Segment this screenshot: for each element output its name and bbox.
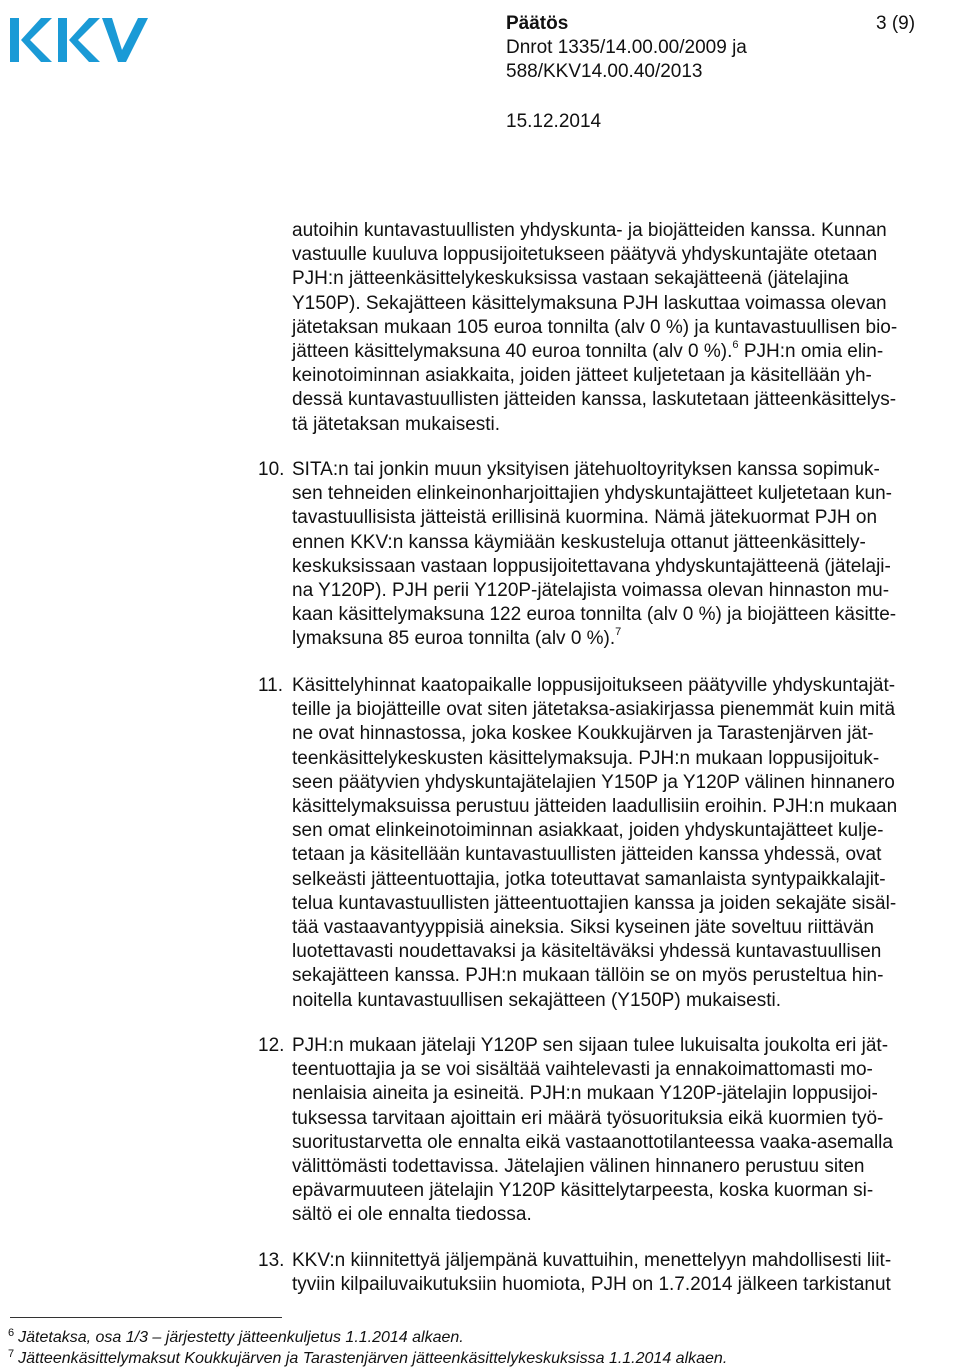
paragraph-13 [292, 1249, 958, 1297]
paragraph-11 [292, 674, 958, 1013]
reference-line-2: 588/KKV14.00.40/2013 [506, 61, 703, 82]
text-line: tä jätetaksan mukaisesti. [292, 413, 501, 435]
footnote-mark: 7 [8, 1348, 15, 1360]
text-fragment: PJH:n omia elin- [743, 341, 884, 363]
footnote-text: Jätetaksa, osa 1/3 – järjestetty jätteenkuljetus 1.1.2014 alkaen. [18, 1329, 464, 1346]
text-line: tuksessa tarvitaan ajoittain eri määrä työsuorituksia eikä kuormien työ- [292, 1107, 884, 1129]
text-line: teenkäsittelykeskusten käsittelymaksuja. PJH:n mukaan loppusijoituk- [292, 747, 880, 769]
footnote-ref-6: 6 [732, 338, 739, 351]
paragraph-12 [292, 1034, 958, 1228]
text-line: keinotoiminnan asiakkaita, joiden jätteet kuljetetaan ja käsitellään yh- [292, 365, 872, 387]
text-line: käsittelymaksuissa perustuu jätteiden laadullisiin eroihin. PJH:n mukaan [292, 796, 898, 818]
text-line: na Y120P). PJH perii Y120P-jätelajista voimassa olevan hinnaston mu- [292, 580, 890, 602]
document-date: 15.12.2014 [506, 111, 602, 132]
paragraph-continuation [292, 219, 958, 437]
text-line: Käsittelyhinnat kaatopaikalle loppusijoitukseen päätyville yhdyskuntajät- [292, 675, 896, 696]
footnote-mark: 6 [8, 1327, 15, 1339]
text-line: autoihin kuntavastuullisten yhdyskunta- ja biojätteiden kanssa. Kunnan [292, 220, 887, 241]
paragraph-10 [292, 458, 958, 652]
kkv-logo [8, 10, 148, 66]
text-line: sen omat elinkeinotoiminnan asiakkaat, joiden yhdyskuntajätteet kulje- [292, 820, 884, 842]
text-line: telua kuntavastuullisten jätteentuottajien kanssa ja joiden sekajäte sisäl- [292, 892, 897, 914]
footnote-7 [8, 1349, 727, 1370]
text-line: sekajätteen kanssa. PJH:n mukaan tällöin se on myös perusteltua hin- [292, 965, 884, 987]
text-line: PJH:n jätteenkäsittelykeskuksissa vastaan sekajätteenä (jätelajina [292, 268, 849, 290]
text-line: teille ja biojätteille ovat siten jätetaksa-asiakirjassa pienemmät kuin mitä [292, 699, 896, 721]
text-line: tää vastaavantyyppisiä aineksia. Siksi kyseinen jäte soveltuu riittävän [292, 917, 874, 939]
reference-line-1: Dnrot 1335/14.00.00/2009 ja [506, 37, 747, 58]
text-line: noitella kuntavastuullisen sekajätteen (Y150P) mukaisesti. [292, 989, 781, 1011]
text-line: tyviin kilpailuvaikutuksiin huomiota, PJH on 1.7.2014 jälkeen tarkistanut [292, 1274, 891, 1296]
page-number: 3 (9) [876, 13, 916, 34]
document-type: Päätös [506, 13, 569, 34]
text-line: KKV:n kiinnitettyä jäljempänä kuvattuihin, menettelyyn mahdollisesti liit- [292, 1250, 892, 1271]
text-line: SITA:n tai jonkin muun yksityisen jätehuoltoyrityksen kanssa sopimuk- [292, 459, 880, 480]
text-line: jätetaksan mukaan 105 euroa tonnilta (alv 0 %) ja kuntavastuullisen bio- [292, 316, 898, 338]
paragraph-number-11: 11. [258, 675, 284, 696]
text-fragment: jätteen käsittelymaksuna 40 euroa tonnilta (alv 0 %). [292, 341, 733, 363]
text-line: Y150P). Sekajätteen käsittelymaksuna PJH laskuttaa voimassa olevan [292, 292, 887, 314]
text-line: teentuottajia ja se voi sisältää vaihtelevasti ja ennakoimattomasti mo- [292, 1059, 873, 1081]
text-line: kaan käsittelymaksuna 122 euroa tonnilta (alv 0 %) ja biojätteen käsitte- [292, 604, 897, 626]
text-line: keskuksissaan vastaan loppusijoitettavana yhdyskuntajätteenä (jätelaji- [292, 555, 891, 577]
text-line: nenlaisia aineita ja esineitä. PJH:n mukaan Y120P-jätelajin loppusijoi- [292, 1083, 878, 1105]
text-line: välittömästi todettavissa. Jätelajien välinen hinnanero perustuu siten [292, 1156, 865, 1178]
text-line: luotettavasti noudettavaksi ja käsiteltäväksi yhdessä kuntavastuullisen [292, 941, 882, 963]
text-line: suoritustarvetta ole ennalta eikä vastaanottotilanteessa vaaka-asemalla [292, 1131, 893, 1153]
text-line: epävarmuuteen jätelajin Y120P käsittelytarpeesta, koska kuorman si- [292, 1180, 874, 1202]
text-line: vastuulle kuuluva loppusijoitetukseen päätyvä yhdyskuntajäte otetaan [292, 244, 878, 266]
footnote-separator [10, 1317, 282, 1318]
text-line: seen päätyvien yhdyskuntajätelajien Y150P ja Y120P välinen hinnanero [292, 771, 895, 793]
text-line [292, 340, 958, 364]
text-line: PJH:n mukaan jätelaji Y120P sen sijaan tulee lukuisalta joukolta eri jät- [292, 1035, 889, 1056]
text-line: ennen KKV:n kanssa käymiään keskusteluja ottanut jätteenkäsittely- [292, 531, 866, 553]
paragraph-number-13: 13. [258, 1250, 285, 1271]
text-line [292, 627, 958, 651]
kkv-logo-graphic [8, 10, 148, 66]
paragraph-number-10: 10. [258, 459, 285, 480]
text-line: sältö ei ole ennalta tiedossa. [292, 1204, 532, 1226]
paragraph-number-12: 12. [258, 1035, 285, 1056]
text-line: tavastuullisista jätteistä erillisinä kuormina. Nämä jätekuormat PJH on [292, 507, 878, 529]
text-line: tetaan ja käsitellään kuntavastuullisten jätteiden kanssa yhdessä, ovat [292, 844, 882, 866]
text-fragment: lymaksuna 85 euroa tonnilta (alv 0 %). [292, 628, 616, 650]
text-line: ne ovat hinnastossa, joka koskee Koukkujärven ja Tarastenjärven jät- [292, 723, 874, 745]
text-line: selkeästi jätteentuottajia, jotka toteuttavat samanlaista syntypaikkalajit- [292, 868, 886, 890]
footnote-ref-7: 7 [615, 626, 622, 639]
footnote-6 [8, 1328, 464, 1349]
footnote-text: Jätteenkäsittelymaksut Koukkujärven ja Tarastenjärven jätteenkäsittelykeskuksissa 1.1.2014 alkaen. [18, 1350, 728, 1367]
text-line: sen tehneiden elinkeinonharjoittajien yhdyskuntajätteet kuljetetaan kun- [292, 483, 892, 505]
text-line: dessä kuntavastuullisten jätteiden kanssa, laskutetaan jätteenkäsittelys- [292, 389, 897, 411]
